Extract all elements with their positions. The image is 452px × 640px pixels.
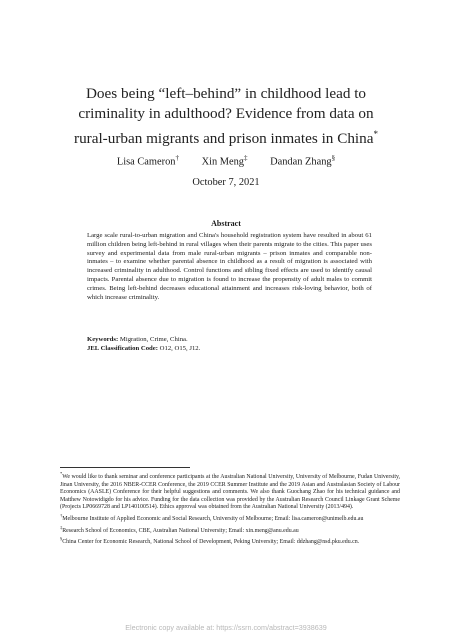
author-name: Dandan Zhang: [270, 156, 332, 168]
footnote-text: Research School of Economics, CBE, Australian National University; Email: xin.meng@anu.edu.au: [62, 527, 299, 534]
author: [117, 154, 179, 167]
footnotes: [60, 470, 400, 547]
author-list: [40, 154, 412, 167]
paper-title: [40, 84, 412, 149]
author: [202, 154, 248, 167]
title-footnote-marker: *: [373, 129, 378, 139]
author-footnote-marker: †: [175, 154, 179, 162]
title-line: [40, 124, 412, 149]
author-name: Xin Meng: [201, 156, 245, 168]
title-line: Does being “left–behind” in childhood lead to: [85, 85, 367, 102]
footnote: [60, 535, 400, 547]
author-footnote-marker: ‡: [244, 154, 248, 162]
author: [270, 154, 335, 167]
title-line: criminality in adulthood? Evidence from data on: [78, 105, 374, 122]
footnote: [60, 470, 400, 512]
keywords-block: [87, 336, 372, 354]
footnote-text: We would like to thank seminar and conference participants at the Australian National University, University of Melbourne, Fudan University, Jinan University, the 2016 NBER-CCER Conference, the 2019 CCER Summer Institute and the 2019 Asian and Australasian Society of Labour Economics (AASLE) Conference for their helpful suggestions and comments. We also thank Guochang Zhao for his technical guidance and Matthew Notowidigdo for his advice. Funding for the data collection was provided by the Australian Research Council Linkage Grant Scheme (Projects LP0669728 and LP140100514). Ethics approval was obtained from the Australian National University (2013/494).: [60, 473, 400, 511]
abstract-heading: Abstract: [211, 219, 241, 228]
jel-value: O12, O15, J12.: [159, 344, 201, 352]
footnote: [60, 512, 400, 524]
jel-label: JEL Classification Code:: [87, 344, 158, 352]
abstract-body: Large scale rural-to-urban migration and China's household registration system have resulted in about 61 million children being left-behind in rural villages when their parents migrate to the cities. This paper uses survey and experimental data from male rural-urban migrants – prison inmates and comparable non-inmates – to examine whether parental absence in childhood as a result of migration is associated with increased criminality in adulthood. Control functions and sibling fixed effects are used to identify causal impacts. Parental absence due to migration is found to increase the propensity of adult males to commit crimes. Being left-behind decreases educational attainment and increases risk-loving behavior, both of which increase criminality.: [87, 232, 372, 301]
author-footnote-marker: §: [331, 154, 336, 162]
footnote-text: China Center for Economic Research, National School of Development, Peking University; Email: ddzhang@nsd.pku.edu.cn.: [62, 539, 360, 546]
footnote-marker: †: [60, 512, 63, 518]
ssrn-watermark: Electronic copy available at: https://ssrn.com/abstract=3938639: [125, 623, 327, 632]
footnote-marker: §: [60, 536, 63, 542]
keywords-value: Migration, Crime, China.: [119, 336, 188, 343]
keywords-line: [87, 336, 372, 345]
footnote-marker: *: [60, 471, 63, 476]
jel-line: [87, 345, 372, 354]
footnote-marker: ‡: [60, 524, 63, 530]
footnote-text: Melbourne Institute of Applied Economic and Social Research, University of Melbourne; Email: lisa.cameron@unimelb.edu.au: [62, 515, 364, 522]
footnote: [60, 524, 400, 536]
paper-date: October 7, 2021: [192, 177, 260, 188]
author-name: Lisa Cameron: [116, 156, 176, 168]
footnote-rule: [60, 467, 190, 468]
keywords-label: Keywords:: [87, 336, 119, 343]
title-line-text: rural-urban migrants and prison inmates in China: [74, 130, 374, 148]
